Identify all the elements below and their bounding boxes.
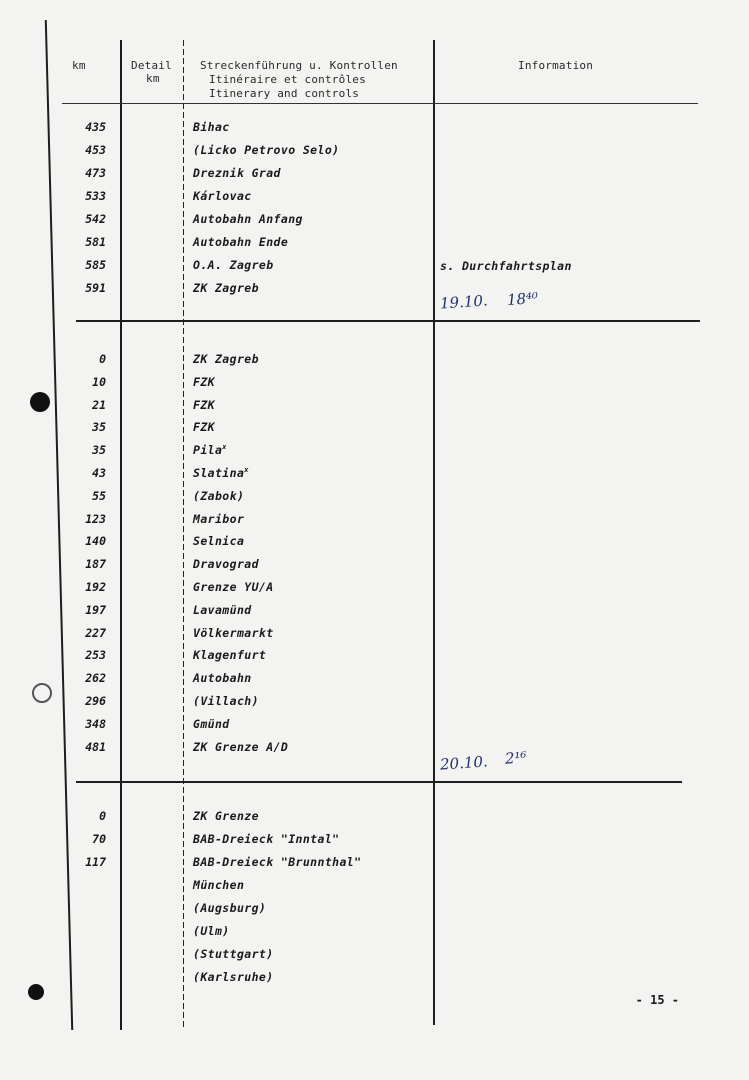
route-name: ZK Zagreb <box>193 281 259 295</box>
km-value: 253 <box>85 648 106 663</box>
header-information: Information <box>518 59 594 72</box>
km-value: 542 <box>85 212 106 226</box>
route-name: (Stuttgart) <box>193 947 274 961</box>
km-value: 10 <box>92 374 106 389</box>
section2-rule <box>76 781 682 783</box>
km-value: 585 <box>85 258 106 272</box>
km-value: 435 <box>85 120 106 134</box>
route-name: Gmünd <box>193 716 230 731</box>
km-value: 262 <box>85 671 106 686</box>
route-entry <box>193 694 259 708</box>
punch-hole-ring <box>32 683 52 703</box>
km-value: 473 <box>85 166 106 180</box>
route-name: ZK Grenze A/D <box>193 739 289 754</box>
route-name: München <box>193 878 245 892</box>
punch-hole <box>28 984 44 1000</box>
route-name: Völkermarkt <box>193 625 274 640</box>
route-name: BAB-Dreieck "Brunnthal" <box>193 855 362 869</box>
route-entry <box>193 671 252 685</box>
km-value: 0 <box>99 352 106 366</box>
route-entry <box>193 557 259 571</box>
km-value: 55 <box>92 488 106 503</box>
route-entry <box>193 443 227 457</box>
route-entry <box>193 235 288 249</box>
handwritten-date-2: 20.10. <box>439 752 489 774</box>
route-name: (Ulm) <box>193 924 230 938</box>
detail-column-rule <box>183 40 184 1030</box>
route-name: Slatina <box>193 466 245 480</box>
route-entry <box>193 855 361 869</box>
route-name: Klagenfurt <box>193 648 267 663</box>
route-entry <box>193 901 266 915</box>
route-entry <box>193 466 249 480</box>
route-column-rule <box>433 40 435 1025</box>
route-name: Autobahn <box>193 671 252 686</box>
route-name: (Karlsruhe) <box>193 970 274 984</box>
route-name: (Augsburg) <box>193 901 267 915</box>
route-name: Selnica <box>193 534 245 549</box>
header-route-line1: Streckenführung u. Kontrollen <box>200 59 398 72</box>
km-value: 481 <box>85 739 106 754</box>
route-name: FZK <box>193 397 215 412</box>
km-value: 348 <box>85 716 106 731</box>
km-value: 197 <box>85 602 106 617</box>
route-entry <box>193 809 259 823</box>
header-km: km <box>72 59 86 72</box>
route-name: Dreznik Grad <box>193 166 281 180</box>
header-rule <box>62 103 698 104</box>
km-value: 140 <box>85 534 106 549</box>
handwritten-time-1: 18⁴⁰ <box>506 288 539 310</box>
km-value: 581 <box>85 235 106 249</box>
left-margin-rule <box>45 20 73 1030</box>
route-entry <box>193 281 259 295</box>
punch-hole <box>30 392 50 412</box>
route-entry <box>193 648 266 662</box>
km-value: 533 <box>85 189 106 203</box>
route-name: Grenze YU/A <box>193 580 274 594</box>
km-value: 35 <box>92 420 106 435</box>
route-entry <box>193 512 244 526</box>
route-name: Autobahn Ende <box>193 235 289 249</box>
km-value: 0 <box>99 809 106 823</box>
route-name: (Zabok) <box>193 488 245 503</box>
header-route-line2: Itinéraire et contrôles <box>209 73 366 86</box>
km-value: 227 <box>85 625 106 640</box>
route-entry <box>193 717 230 731</box>
km-value: 453 <box>85 143 106 157</box>
handwritten-date-1: 19.10. <box>439 291 489 313</box>
header-detail-line2: km <box>146 72 160 85</box>
handwritten-time-2: 2¹⁶ <box>504 748 528 768</box>
km-value: 192 <box>85 580 106 594</box>
route-entry <box>193 166 281 180</box>
route-entry <box>193 924 230 938</box>
km-value: 43 <box>92 466 106 480</box>
route-entry <box>193 189 252 203</box>
route-entry <box>193 947 274 961</box>
route-name: Dravograd <box>193 557 259 572</box>
route-name: Pila <box>193 443 223 458</box>
km-value: 591 <box>85 281 106 295</box>
km-value: 117 <box>85 855 106 869</box>
footnote-mark: x <box>222 443 227 452</box>
section1-rule <box>76 320 700 322</box>
route-entry <box>193 352 259 366</box>
route-name: Bihac <box>193 120 230 134</box>
route-name: ZK Zagreb <box>193 352 259 366</box>
route-name: Kárlovac <box>193 189 252 203</box>
route-name: O.A. Zagreb <box>193 258 274 272</box>
route-entry <box>193 420 215 434</box>
route-entry <box>193 143 339 157</box>
km-value: 123 <box>85 511 106 526</box>
route-name: Maribor <box>193 511 245 526</box>
route-entry <box>193 970 274 984</box>
route-entry <box>193 398 215 412</box>
km-value: 35 <box>92 443 106 458</box>
header-detail-line1: Detail <box>131 59 172 72</box>
route-entry <box>193 258 274 272</box>
route-name: BAB-Dreieck "Inntal" <box>193 832 340 846</box>
route-name: Autobahn Anfang <box>193 212 303 226</box>
route-name: (Licko Petrovo Selo) <box>193 143 340 157</box>
route-entry <box>193 626 274 640</box>
km-value: 70 <box>92 832 106 846</box>
route-entry <box>193 580 274 594</box>
route-entry <box>193 212 303 226</box>
route-entry <box>193 832 339 846</box>
route-entry <box>193 740 288 754</box>
route-name: FZK <box>193 374 215 389</box>
km-value: 187 <box>85 557 106 572</box>
route-entry <box>193 603 252 617</box>
route-name: FZK <box>193 420 215 435</box>
km-value: 296 <box>85 694 106 708</box>
km-value: 21 <box>92 397 106 412</box>
route-name: (Villach) <box>193 694 259 708</box>
route-name: ZK Grenze <box>193 809 259 823</box>
route-name: Lavamünd <box>193 602 252 617</box>
footnote-mark: x <box>244 466 249 475</box>
route-entry <box>193 120 230 134</box>
km-column-rule <box>120 40 122 1030</box>
route-entry <box>193 375 215 389</box>
route-entry <box>193 534 244 548</box>
info-durchfahrtsplan: s. Durchfahrtsplan <box>440 259 572 273</box>
page-number: - 15 - <box>635 993 679 1007</box>
route-entry <box>193 489 244 503</box>
route-entry <box>193 878 244 892</box>
header-route-line3: Itinerary and controls <box>209 87 360 100</box>
